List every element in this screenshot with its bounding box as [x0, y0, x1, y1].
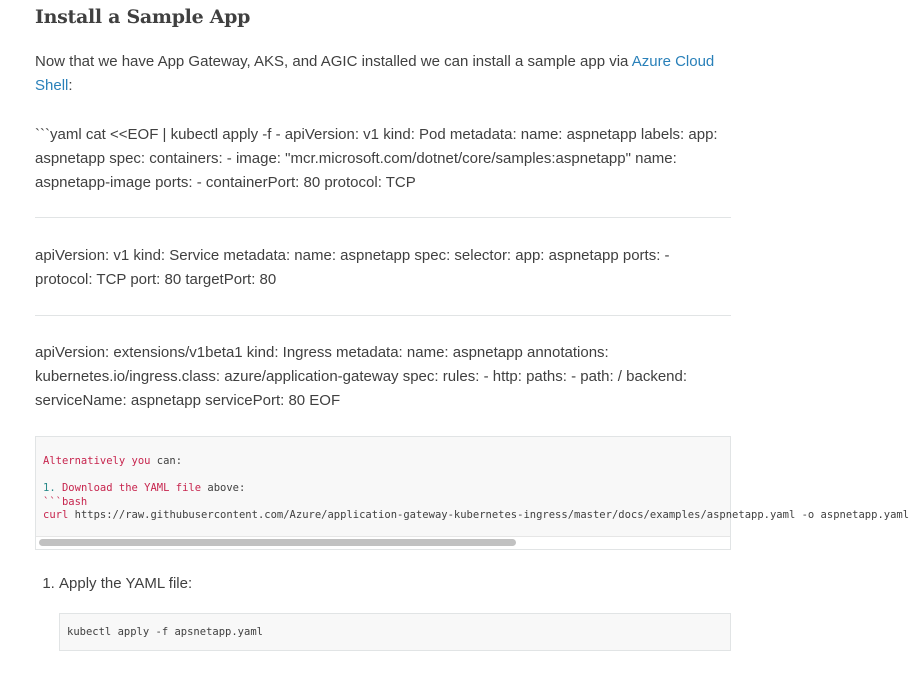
intro-suffix: : — [68, 77, 73, 94]
divider — [35, 217, 731, 218]
ingress-yaml-paragraph: apiVersion: extensions/v1beta1 kind: Ingress metadata: name: aspnetapp annotations: kubernetes.io/ingress.class: azure/application-gateway spec: rules: - http: paths: - path: / backend: serviceName: aspnetapp servicePort: 80 EOF — [35, 344, 688, 409]
steps-list — [35, 572, 192, 596]
horizontal-scrollbar[interactable] — [36, 536, 730, 549]
code-token: ``` — [43, 495, 62, 508]
code-token: Download the YAML file — [55, 482, 202, 494]
code-token: https://raw.githubusercontent.com/Azure/application-gateway-kubernetes-ingress/master/docs/examples/aspnetapp.yaml -o aspnetapp.yaml — [68, 509, 909, 521]
service-yaml-paragraph: apiVersion: v1 kind: Service metadata: name: aspnetapp spec: selector: app: aspnetapp ports: - protocol: TCP port: 80 targetPort: 80 — [35, 247, 670, 288]
document-content — [35, 0, 909, 678]
scrollbar-thumb[interactable] — [39, 539, 516, 546]
code-token: curl — [43, 509, 69, 521]
intro-paragraph — [35, 50, 731, 98]
code-block — [35, 436, 909, 550]
azure-cloud-shell-link[interactable]: Azure Cloud Shell — [35, 53, 715, 94]
code-token: bash — [61, 495, 88, 508]
apply-code-block — [59, 613, 731, 651]
code-token: can: — [150, 455, 183, 467]
code-text: kubectl apply -f apsnetapp.yaml — [67, 626, 263, 638]
code-token: above: — [201, 482, 246, 494]
step-item: 1. Apply the YAML file: — [59, 572, 192, 596]
section-heading: Install a Sample App — [35, 6, 251, 28]
intro-text: Now that we have App Gateway, AKS, and AGIC installed we can install a sample app via — [35, 53, 632, 70]
code-text — [36, 437, 909, 523]
code-token: 1. — [43, 482, 56, 494]
code-token: Alternatively you — [43, 455, 151, 467]
pod-yaml-paragraph: ```yaml cat <<EOF | kubectl apply -f - apiVersion: v1 kind: Pod metadata: name: aspnetapp labels: app: aspnetapp spec: containers: - image: "mcr.microsoft.com/dotnet/core/samples:aspnetapp" name: aspnetapp-image ports: - containerPort: 80 protocol: TCP — [35, 126, 718, 191]
divider — [35, 315, 731, 316]
